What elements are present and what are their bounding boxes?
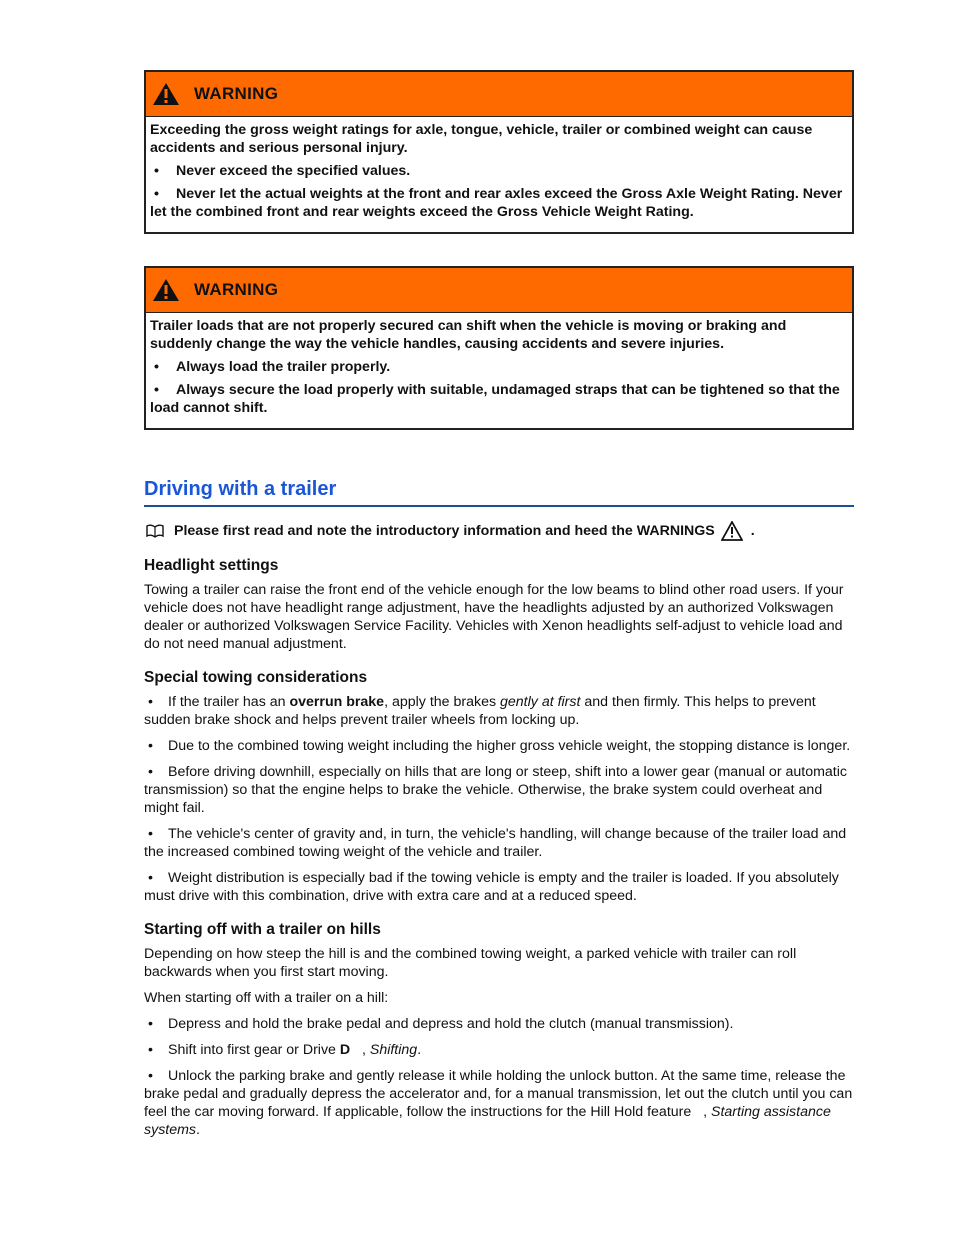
warning-bullet: [150, 162, 848, 180]
warning-box-load: [144, 266, 854, 430]
bullet-marker: •: [148, 826, 153, 842]
warning-bullet-text: Never exceed the specified values.: [176, 163, 411, 179]
list-text: The vehicle's center of gravity and, in turn, the vehicle's handling, will change because of the trailer load and the increased combined towing weight of the vehicle and trailer.: [144, 826, 847, 860]
warning-title: WARNING: [194, 280, 279, 299]
bullet-marker: •: [154, 382, 159, 398]
warning-lead: Exceeding the gross weight ratings for axle, tongue, vehicle, trailer or combined weight can cause accidents and serious personal injury.: [150, 122, 813, 156]
cross-reference-link[interactable]: Starting assistance systems: [144, 1104, 831, 1138]
list-text-bold: D: [339, 1042, 351, 1058]
warning-triangle-icon: [152, 278, 180, 302]
section-title: Driving with a trailer: [144, 478, 854, 507]
warning-header: [146, 72, 852, 117]
list-text: Depress and hold the brake pedal and depress and hold the clutch (manual transmission).: [168, 1016, 734, 1032]
list-text-italic: gently at first: [500, 694, 581, 710]
hills-lead: When starting off with a trailer on a hill:: [144, 990, 389, 1006]
warning-body: [146, 313, 852, 428]
warning-lead: Trailer loads that are not properly secured can shift when the vehicle is moving or braking and suddenly change the way the vehicle handles, causing accidents and severe injuries.: [150, 318, 787, 352]
bullet-marker: •: [154, 163, 159, 179]
bullet-marker: •: [148, 694, 153, 710]
heading-headlight: Headlight settings: [144, 557, 279, 574]
list-item: [144, 693, 854, 729]
list-item: [144, 1015, 854, 1033]
heading-hills: Starting off with a trailer on hills: [144, 921, 381, 938]
cross-reference-link[interactable]: Shifting: [369, 1042, 418, 1058]
page: [144, 70, 857, 1147]
warning-body: [146, 117, 852, 232]
warning-bullet: [150, 185, 848, 221]
book-icon: [146, 524, 164, 538]
list-text: .: [417, 1042, 422, 1058]
list-item: [144, 1067, 857, 1139]
intro-text: Please first read and note the introductory information and heed the WARNINGS: [174, 523, 715, 539]
warning-header: [146, 268, 852, 313]
list-item: [144, 763, 854, 817]
list-item: [144, 737, 854, 755]
list-text: , apply the brakes: [384, 694, 501, 710]
bullet-marker: •: [148, 1042, 153, 1058]
warning-title: WARNING: [194, 84, 279, 103]
warning-triangle-icon: [152, 82, 180, 106]
list-text: Weight distribution is especially bad if the towing vehicle is empty and the trailer is loaded. If you absolutely must drive with this combination, drive with extra care and at a reduced speed.: [144, 870, 839, 904]
list-text: Due to the combined towing weight including the higher gross vehicle weight, the stopping distance is longer.: [168, 738, 851, 754]
list-text: Shift into first gear or Drive: [168, 1042, 340, 1058]
list-text: Before driving downhill, especially on hills that are long or steep, shift into a lower gear (manual or automatic transmission) so that the engine helps to brake the vehicle. Otherwise, the brake system could overheat and might fail.: [144, 764, 847, 816]
bullet-marker: •: [154, 359, 159, 375]
list-text: If the trailer has an: [168, 694, 290, 710]
warning-triangle-icon[interactable]: [721, 521, 743, 541]
headlight-text: Towing a trailer can raise the front end of the vehicle enough for the low beams to blind other road users. If your vehicle does not have headlight range adjustment, have the headlights adjusted by an authorized Volkswagen dealer or authorized Volkswagen Service Facility. Vehicles with Xenon headlights self-adjust to vehicle load and do not need manual adjustment.: [144, 582, 844, 652]
bullet-marker: •: [148, 764, 153, 780]
warning-bullet-text: Always load the trailer properly.: [176, 359, 391, 375]
warning-bullet-text: Never let the actual weights at the front and rear axles exceed the Gross Axle Weight Rating. Never let the combined front and rear weights exceed the Gross Vehicle Weight Rating.: [150, 186, 843, 220]
bullet-marker: •: [154, 186, 159, 202]
list-text: .: [196, 1122, 200, 1138]
list-item: [144, 869, 854, 905]
bullet-marker: •: [148, 1068, 153, 1084]
list-item: [144, 825, 854, 861]
hills-text: Depending on how steep the hill is and the combined towing weight, a parked vehicle with trailer can roll backwards when you first start moving.: [144, 946, 797, 980]
list-text-bold: overrun brake: [289, 694, 385, 710]
intro-end: .: [750, 523, 755, 539]
heading-towing: Special towing considerations: [144, 669, 368, 686]
list-item: [144, 1041, 854, 1059]
warning-bullet-text: Always secure the load properly with suitable, undamaged straps that can be tightened so that the load cannot shift.: [150, 382, 840, 416]
intro-note: [144, 521, 854, 541]
bullet-marker: •: [148, 870, 153, 886]
bullet-marker: •: [148, 1016, 153, 1032]
list-text: ,: [350, 1042, 370, 1058]
warning-box-weight: [144, 70, 854, 234]
list-text: and then firmly. This helps to prevent sudden brake shock and helps prevent trailer wheels from locking up.: [144, 694, 816, 728]
bullet-marker: •: [148, 738, 153, 754]
list-text: Unlock the parking brake and gently release it while holding the unlock button. At the same time, release the brake pedal and gradually depress the accelerator and, for a manual transmission, let out the clutch until you can feel the car moving forward. If applicable, follow the instructions for the Hill Hold feature ,: [144, 1068, 857, 1120]
warning-bullet: [150, 381, 848, 417]
warning-bullet: [150, 358, 848, 376]
